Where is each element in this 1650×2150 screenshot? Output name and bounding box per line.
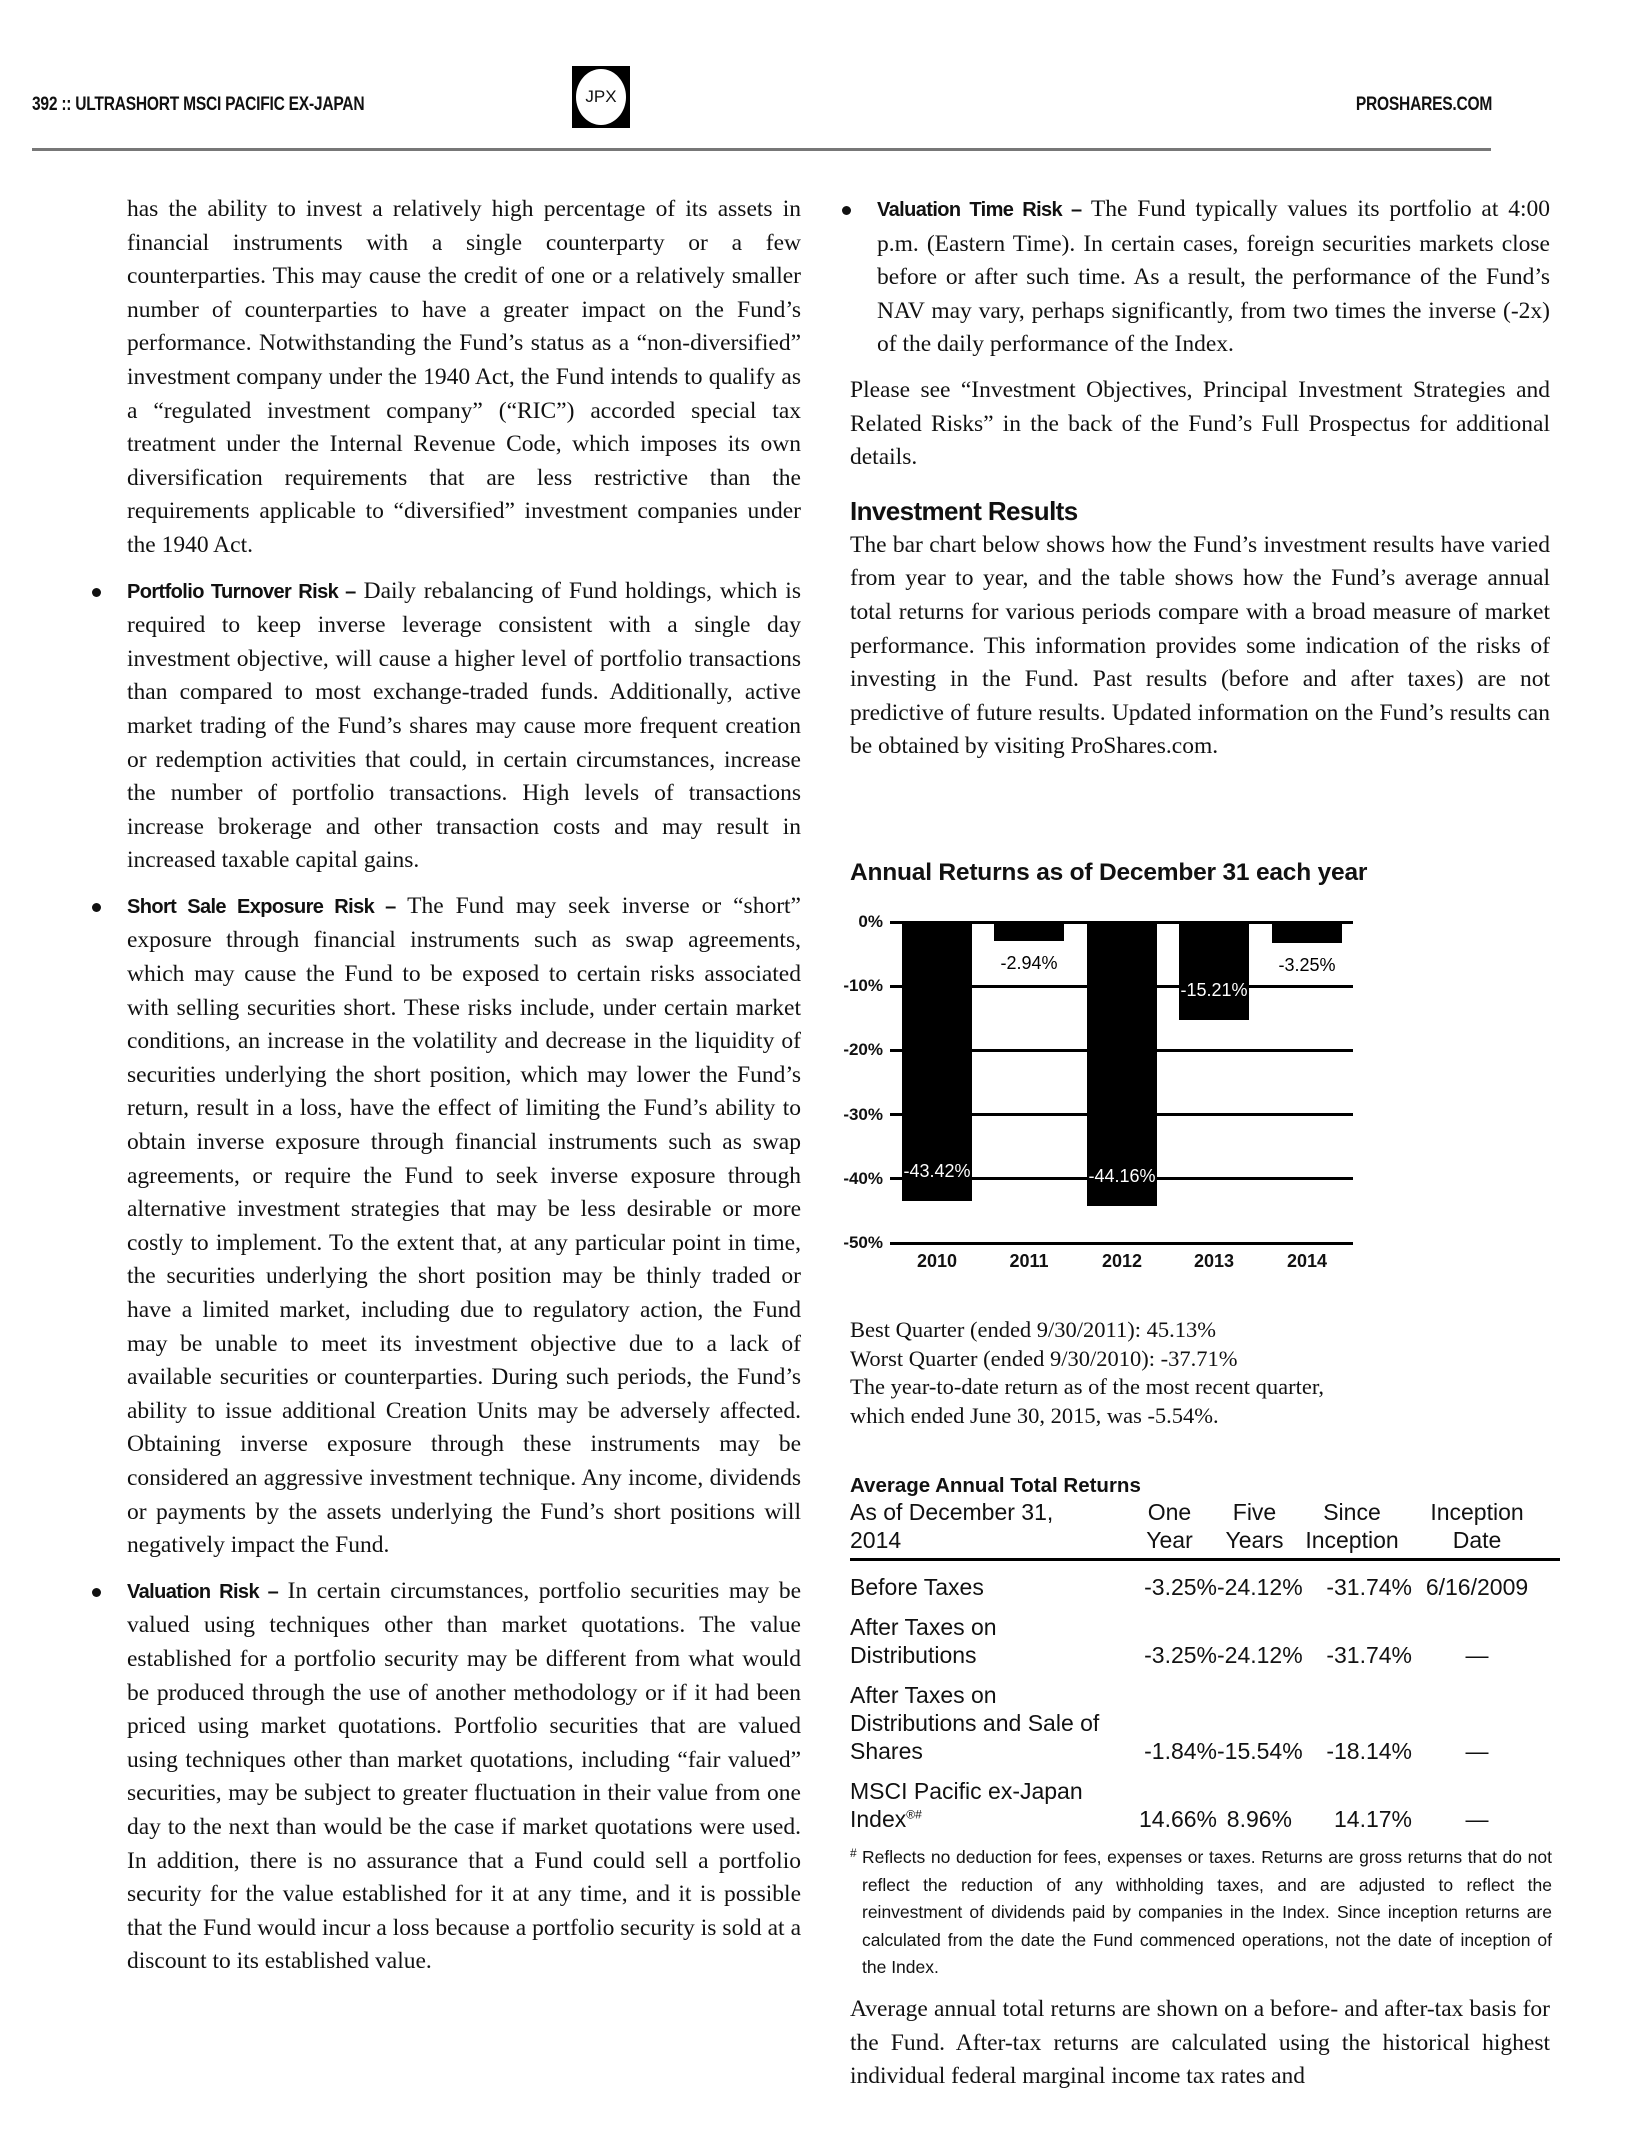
worst-quarter: Worst Quarter (ended 9/30/2010): -37.71% [850, 1345, 1238, 1371]
bullet-portfolio-turnover-risk [127, 575, 801, 878]
cell-five-years: -24.12% [1217, 1574, 1303, 1600]
footnote-text: Reflects no deduction for fees, expenses or taxes. Returns are gross returns that do not reflect the reduction of any withholding taxes, and are adjusted to reflect the reinvestment of dividends paid by companies in the Index. Since inception returns are calculated from the date the Fund commenced operations, not the date of inception of the Index. [862, 1847, 1552, 1977]
bullet-icon [92, 588, 101, 597]
y-tick-label: -10% [843, 976, 883, 996]
table-row [850, 1573, 1560, 1601]
row-label: After Taxes on Distributions [850, 1614, 997, 1668]
page-header [0, 0, 1650, 160]
section-title: Investment Results [850, 495, 1078, 526]
x-tick-label: 2012 [1101, 1251, 1143, 1271]
cell-since-inception: -31.74% [1326, 1642, 1412, 1668]
gridline [890, 1242, 1353, 1245]
logo-text: JPX [576, 69, 626, 125]
y-tick-label: 0% [858, 912, 883, 931]
table-row [850, 1613, 1560, 1669]
header-since-inception: Since Inception [1305, 1499, 1399, 1553]
left-column [127, 193, 801, 1979]
y-tick-label: -50% [843, 1233, 883, 1252]
intro-paragraph: has the ability to invest a relatively high percentage of its assets in financial instruments with a single counterparty or a few counterparties. This may cause the credit of one or a relatively smaller number of counterparties to have a greater impact on the Fund’s performance. Notwithstanding the Fund’s status as a “non-diversified” investment company under the 1940 Act, the Fund intends to qualify as a “regulated investment company” (“RIC”) accorded special tax treatment under the Internal Revenue Code, which imposes its own diversification requirements that are less restrictive than the requirements applicable to “diversified” investment companies under the 1940 Act. [127, 196, 801, 558]
best-quarter: Best Quarter (ended 9/30/2011): 45.13% [850, 1317, 1216, 1342]
x-tick-label: 2011 [1009, 1251, 1049, 1271]
cell-one-year: -3.25% [1144, 1574, 1217, 1600]
cell-five-years: -24.12% [1217, 1642, 1303, 1668]
bullet-icon [92, 1588, 101, 1597]
bar-2012 [1087, 922, 1157, 1206]
cell-inception-date: 6/16/2009 [1425, 1574, 1529, 1600]
bar-2014 [1272, 922, 1342, 943]
quarter-returns [850, 1316, 1550, 1430]
bullet-valuation-risk [127, 1575, 801, 1979]
bar-value-label: -43.42% [903, 1160, 971, 1181]
annual-returns-chart [840, 855, 1570, 1295]
cell-inception-date: — [1465, 1642, 1489, 1668]
cell-one-year: -3.25% [1144, 1642, 1217, 1668]
footnote-mark: # [850, 1846, 857, 1860]
chart-title: Annual Returns as of December 31 each year [850, 859, 1368, 886]
table-row [850, 1681, 1560, 1765]
please-see-paragraph: Please see “Investment Objectives, Principal Investment Strategies and Related Risks” in the back of the Fund’s Full Prospectus for additional details. [850, 376, 1550, 471]
bullet-text: The Fund typically values its portfolio at 4:00 p.m. (Eastern Time). In certain cases, foreign securities markets close before or after such time. As a result, the performance of the Fund’s NAV may vary, perhaps significantly, from two times the inverse (-2x) of the daily performance of the Index. [877, 196, 1550, 358]
y-tick-label: -20% [843, 1040, 883, 1060]
table-body [850, 1573, 1560, 1833]
bar-value-label: -15.21% [1180, 979, 1248, 1000]
cell-inception-date: — [1465, 1806, 1489, 1832]
cell-five-years: 8.96% [1226, 1806, 1292, 1832]
bar-2011 [994, 922, 1064, 941]
row-label: After Taxes on Distributions and Sale of Shares [850, 1682, 1100, 1764]
cell-since-inception: -18.14% [1326, 1738, 1412, 1764]
ytd-return-line1: The year-to-date return as of the most recent quarter, [850, 1374, 1325, 1399]
bullet-text: Daily rebalancing of Fund holdings, which is required to keep inverse leverage consistent with a single day investment objective, will cause a higher level of portfolio transactions than compared to most exchange-traded funds. Additionally, active market trading of the Fund’s shares may cause more frequent creation or redemption activities that could, in certain circumstances, increase the number of portfolio transactions. High levels of transactions increase brokerage and other transaction costs and may result in increased taxable capital gains. [127, 577, 801, 874]
cell-inception-date: — [1465, 1738, 1489, 1764]
row-label: Before Taxes [850, 1574, 984, 1600]
bar-value-label: -2.94% [1000, 952, 1058, 973]
row-label: MSCI Pacific ex-Japan Index®# [850, 1778, 1083, 1832]
jpx-logo-icon [572, 66, 630, 128]
bar-2013 [1179, 922, 1249, 1020]
header-five-years: Five Years [1225, 1499, 1284, 1553]
site-link[interactable]: PROSHARES.COM [1355, 94, 1492, 115]
closing-paragraph: Average annual total returns are shown on a before- and after-tax basis for the Fund. After-tax returns are calculated using the historical highest individual federal marginal income tax rates and [850, 1996, 1550, 2090]
bullet-text: The Fund may seek inverse or “short” exposure through financial instruments such as swap agreements, which may cause the Fund to be exposed to certain risks associated with selling securities short. These risks include, under certain market conditions, an increase in the volatility and decrease in the liquidity of securities underlying the short position, which may lower the Fund’s return, result in a loss, have the effect of limiting the Fund’s ability to obtain inverse exposure through financial instruments such as swap agreements, or require the Fund to seek inverse exposure through alternative investment strategies that may be less desirable or more costly to implement. To the extent that, at any particular point in time, the securities underlying the short position may be thinly traded or have a limited market, including due to regulatory action, the Fund may be unable to meet its investment objective due to a lack of available securities or counterparties. During such periods, the Fund’s ability to issue additional Creation Units may be adversely affected. Obtaining inverse exposure through these instruments may be considered an aggressive investment technique. Any income, dividends or payments by the assets underlying the Fund’s short positions will negatively impact the Fund. [127, 892, 801, 1559]
section-body: The bar chart below shows how the Fund’s investment results have varied from year to year, and the table shows how the Fund’s average annual total returns for various periods compare with a broad measure of market performance. This information provides some indication of the risks of investing in the Fund. Past results (before and after taxes) are not predictive of future results. Updated information on the Fund’s results can be obtained by visiting ProShares.com. [850, 531, 1550, 760]
x-tick-label: 2013 [1193, 1251, 1235, 1271]
right-column [850, 193, 1550, 764]
cell-one-year: -1.84% [1144, 1738, 1217, 1764]
table-footnote [852, 1844, 1552, 1982]
x-tick-label: 2014 [1286, 1251, 1328, 1271]
bullet-heading: Portfolio Turnover Risk – [127, 580, 356, 603]
bullet-icon [92, 903, 101, 912]
bar-value-label: -3.25% [1278, 954, 1336, 975]
y-tick-label: -40% [843, 1168, 883, 1188]
bullet-heading: Short Sale Exposure Risk – [127, 895, 396, 918]
page-number-title: 392 :: ULTRASHORT MSCI PACIFIC EX-JAPAN [32, 94, 365, 115]
bar-value-label: -44.16% [1088, 1165, 1156, 1186]
ytd-return-line2: which ended June 30, 2015, was -5.54%. [850, 1402, 1219, 1428]
bar-2010 [902, 922, 972, 1201]
table-title: Average Annual Total Returns [850, 1474, 1141, 1497]
y-tick-label: -30% [843, 1104, 883, 1124]
bullet-text: In certain circumstances, portfolio securities may be valued using techniques other than market quotations. The value established for a portfolio security may be different from what would be produced through the use of another methodology or if it had been priced using market quotations. Portfolio securities that are valued using techniques other than market quotations, including “fair valued” securities, may be subject to greater fluctuation in their value from one day to the next than would be the case if market quotations were used. In addition, there is no assurance that a Fund could sell a portfolio security for the value established for it at any time, and it is possible that the Fund would incur a loss because a portfolio security is sold at a discount to its established value. [127, 1577, 801, 1975]
cell-one-year: 14.66% [1138, 1806, 1217, 1832]
cell-five-years: -15.54% [1217, 1738, 1303, 1764]
header-period: As of December 31, 2014 [850, 1499, 1054, 1553]
bullet-heading: Valuation Time Risk – [877, 199, 1082, 221]
table-row [850, 1777, 1560, 1833]
header-divider [32, 148, 1491, 151]
bullet-valuation-time-risk [877, 193, 1550, 362]
cell-since-inception: -31.74% [1326, 1574, 1412, 1600]
header-one-year: One Year [1146, 1499, 1193, 1553]
cell-since-inception: 14.17% [1333, 1806, 1412, 1832]
average-annual-returns-table [850, 1474, 1560, 1833]
bullet-heading: Valuation Risk – [127, 1580, 279, 1603]
header-inception-date: Inception Date [1430, 1499, 1524, 1553]
bullet-short-sale-exposure-risk [127, 890, 801, 1563]
bullet-icon [842, 206, 851, 215]
table-header [850, 1498, 1560, 1561]
x-tick-label: 2010 [916, 1251, 958, 1271]
